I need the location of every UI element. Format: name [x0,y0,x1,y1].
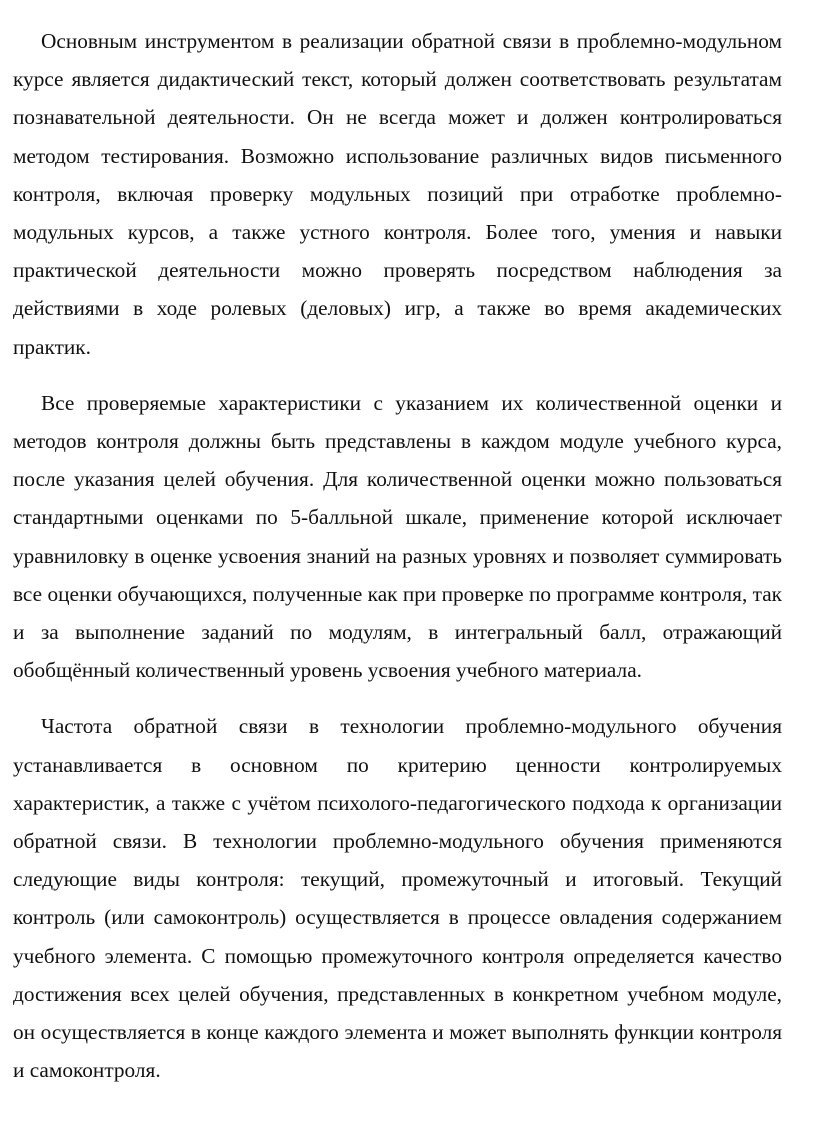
paragraph-feedback-frequency: Частота обратной связи в технологии проблемно-модульного обучения устанавливается в основном по критерию ценности контролируемых характеристик, а также с учётом психолого-педагогического подхода к организации обратной связи. В технологии проблемно-модульного обучения применяются следующие виды контроля: текущий, промежуточный и итоговый. Текущий контроль (или самоконтроль) осуществляется в процессе овладения содержанием учебного элемента. С помощью промежуточного контроля определяется качество достижения всех целей обучения, представленных в конкретном учебном модуле, он осуществляется в конце каждого элемента и может выполнять функции контроля и самоконтроля. [13,714,782,1083]
paragraph-assessed-characteristics: Все проверяемые характеристики с указанием их количественной оценки и методов контроля должны быть представлены в каждом модуле учебного курса, после указания целей обучения. Для количественной оценки можно пользоваться стандартными оценками по 5-балльной шкале, применение которой исключает уравниловку в оценке усвоения знаний на разных уровнях и позволяет суммировать все оценки обучающихся, полученные как при проверке по программе контроля, так и за выполнение заданий по модулям, в интегральный балл, отражающий обобщённый количественный уровень усвоения учебного материала. [13,390,782,683]
paragraph-feedback-tools: Основным инструментом в реализации обратной связи в проблемно-модульном курсе является дидактический текст, который должен соответствовать результатам познавательной деятельности. Он не всегда может и должен контролироваться методом тестирования. Возможно использование различных видов письменного контроля, включая проверку модульных позиций при отработке проблемно-модульных курсов, а также устного контроля. Более того, умения и навыки практической деятельности можно проверять посредством наблюдения за действиями в ходе ролевых (деловых) игр, а также во время академических практик. [13,29,782,359]
